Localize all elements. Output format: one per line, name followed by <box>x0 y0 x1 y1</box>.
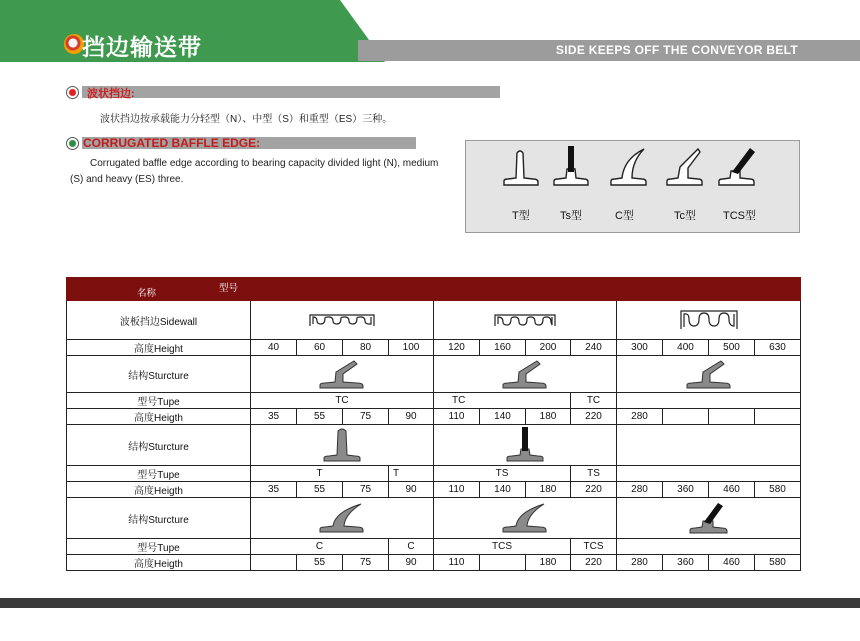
table-row-height <box>67 340 801 356</box>
table-cell: 60 <box>297 340 343 356</box>
sidewall-medium-icon <box>434 301 617 340</box>
row-label: 结构Sturcture <box>67 356 251 393</box>
table-cell: 100 <box>389 340 434 356</box>
row-label: 型号Tupe <box>67 539 251 555</box>
section-en-heading: CORRUGATED BAFFLE EDGE: <box>83 136 261 150</box>
table-cell: TC <box>251 393 434 409</box>
table-cell: T <box>389 466 434 482</box>
table-cell: 180 <box>526 482 571 498</box>
green-bullet-icon <box>66 137 79 150</box>
table-cell: 220 <box>571 409 617 425</box>
tcs-profile-icon <box>716 145 760 189</box>
table-cell: 280 <box>617 555 663 571</box>
red-bullet-icon <box>66 86 79 99</box>
spec-table <box>66 277 801 571</box>
table-cell: 300 <box>617 340 663 356</box>
type-label: TCS型 <box>723 210 756 222</box>
tc-profile-icon <box>664 145 708 189</box>
header-group-medium <box>434 278 617 301</box>
section-en-description: Corrugated baffle edge according to bearing capacity divided light (N), medium (S) and heavy (ES) three. <box>70 158 439 185</box>
table-cell <box>617 539 801 555</box>
row-label: 结构Sturcture <box>67 498 251 539</box>
table-cell: 220 <box>571 555 617 571</box>
tc-structure-icon <box>617 356 801 393</box>
table-cell: 75 <box>343 555 389 571</box>
table-cell: 240 <box>571 340 617 356</box>
header-name-label: 名称 <box>137 288 157 299</box>
row-label: 结构Sturcture <box>67 425 251 466</box>
table-cell: 140 <box>480 409 526 425</box>
header-group-heavy <box>617 278 801 301</box>
table-cell: 90 <box>389 555 434 571</box>
table-cell: 75 <box>343 482 389 498</box>
table-cell: TCS <box>571 539 617 555</box>
table-cell: 55 <box>297 482 343 498</box>
table-cell: C <box>251 539 389 555</box>
type-label: Ts型 <box>560 210 582 222</box>
tc-structure-icon <box>251 356 434 393</box>
t-profile-icon <box>500 145 544 189</box>
table-cell: 55 <box>297 555 343 571</box>
table-cell <box>663 409 709 425</box>
table-cell: TC <box>571 393 617 409</box>
table-cell <box>251 555 297 571</box>
table-header-row <box>67 278 801 301</box>
table-cell: T <box>251 466 389 482</box>
page-subtitle-en: SIDE KEEPS OFF THE CONVEYOR BELT <box>555 43 798 57</box>
row-label: 高度Heigth <box>67 409 251 425</box>
table-cell: 360 <box>663 555 709 571</box>
table-row-heigth <box>67 482 801 498</box>
table-row-structure <box>67 356 801 393</box>
table-cell <box>480 555 526 571</box>
logo-icon <box>64 34 84 54</box>
tcs-structure-icon <box>617 498 801 539</box>
table-cell: 35 <box>251 482 297 498</box>
table-cell: 280 <box>617 409 663 425</box>
table-cell: 280 <box>617 482 663 498</box>
ts-structure-icon <box>434 425 617 466</box>
table-cell: 35 <box>251 409 297 425</box>
footer-bar <box>0 598 860 608</box>
c-profile-icon <box>608 145 652 189</box>
type-label: T型 <box>512 210 530 222</box>
table-cell: 110 <box>434 555 480 571</box>
page-title: 挡边输送带 <box>82 35 202 61</box>
table-cell: C <box>389 539 434 555</box>
t-structure-icon <box>251 425 434 466</box>
table-cell: 140 <box>480 482 526 498</box>
table-row-type <box>67 539 801 555</box>
table-cell <box>617 466 801 482</box>
table-row-structure <box>67 498 801 539</box>
ts-profile-icon <box>550 145 594 189</box>
table-row-heigth <box>67 555 801 571</box>
table-cell: 75 <box>343 409 389 425</box>
profile-types-panel <box>465 140 800 233</box>
table-cell: 90 <box>389 409 434 425</box>
section-cn-heading: 波状挡边: <box>87 88 135 100</box>
row-label: 高度Height <box>67 340 251 356</box>
table-cell: 120 <box>434 340 480 356</box>
table-cell: 460 <box>709 555 755 571</box>
table-row-structure <box>67 425 801 466</box>
table-cell: TCS <box>434 539 571 555</box>
sidewall-heavy-icon <box>617 301 801 340</box>
c-structure-icon <box>434 498 617 539</box>
tc-structure-icon <box>434 356 617 393</box>
c-structure-icon <box>251 498 434 539</box>
table-cell: 180 <box>526 409 571 425</box>
table-cell: TC <box>434 393 571 409</box>
row-label: 高度Heigth <box>67 555 251 571</box>
table-cell: 360 <box>663 482 709 498</box>
row-label: 型号Tupe <box>67 466 251 482</box>
header-group-light <box>251 278 434 301</box>
section-cn-bar <box>82 86 500 98</box>
table-cell: 180 <box>526 555 571 571</box>
table-header-corner <box>67 278 251 301</box>
header-type-label: 型号 <box>218 283 238 294</box>
table-cell: 400 <box>663 340 709 356</box>
table-cell <box>709 409 755 425</box>
table-cell: 580 <box>755 482 801 498</box>
table-cell <box>755 409 801 425</box>
section-cn-description: 波状挡边按承载能力分轻型（N）、中型（S）和重型（ES）三种。 <box>100 114 393 125</box>
table-cell: 110 <box>434 409 480 425</box>
table-cell: 90 <box>389 482 434 498</box>
table-cell: 110 <box>434 482 480 498</box>
table-row-sidewall <box>67 301 801 340</box>
table-cell: 500 <box>709 340 755 356</box>
table-cell: TS <box>434 466 571 482</box>
table-cell: TS <box>571 466 617 482</box>
table-cell: 80 <box>343 340 389 356</box>
table-cell: 40 <box>251 340 297 356</box>
table-cell: 220 <box>571 482 617 498</box>
table-cell <box>617 393 801 409</box>
table-row-heigth <box>67 409 801 425</box>
table-row-type <box>67 466 801 482</box>
type-label: C型 <box>615 210 634 222</box>
table-cell: 55 <box>297 409 343 425</box>
row-label: 型号Tupe <box>67 393 251 409</box>
table-cell: 630 <box>755 340 801 356</box>
row-label: 波板挡边Sidewall <box>67 301 251 340</box>
table-row-type <box>67 393 801 409</box>
table-cell: 580 <box>755 555 801 571</box>
table-cell: 460 <box>709 482 755 498</box>
sidewall-light-icon <box>251 301 434 340</box>
table-cell <box>617 425 801 466</box>
table-cell: 160 <box>480 340 526 356</box>
type-label: Tc型 <box>674 210 696 222</box>
row-label: 高度Heigth <box>67 482 251 498</box>
table-cell: 200 <box>526 340 571 356</box>
